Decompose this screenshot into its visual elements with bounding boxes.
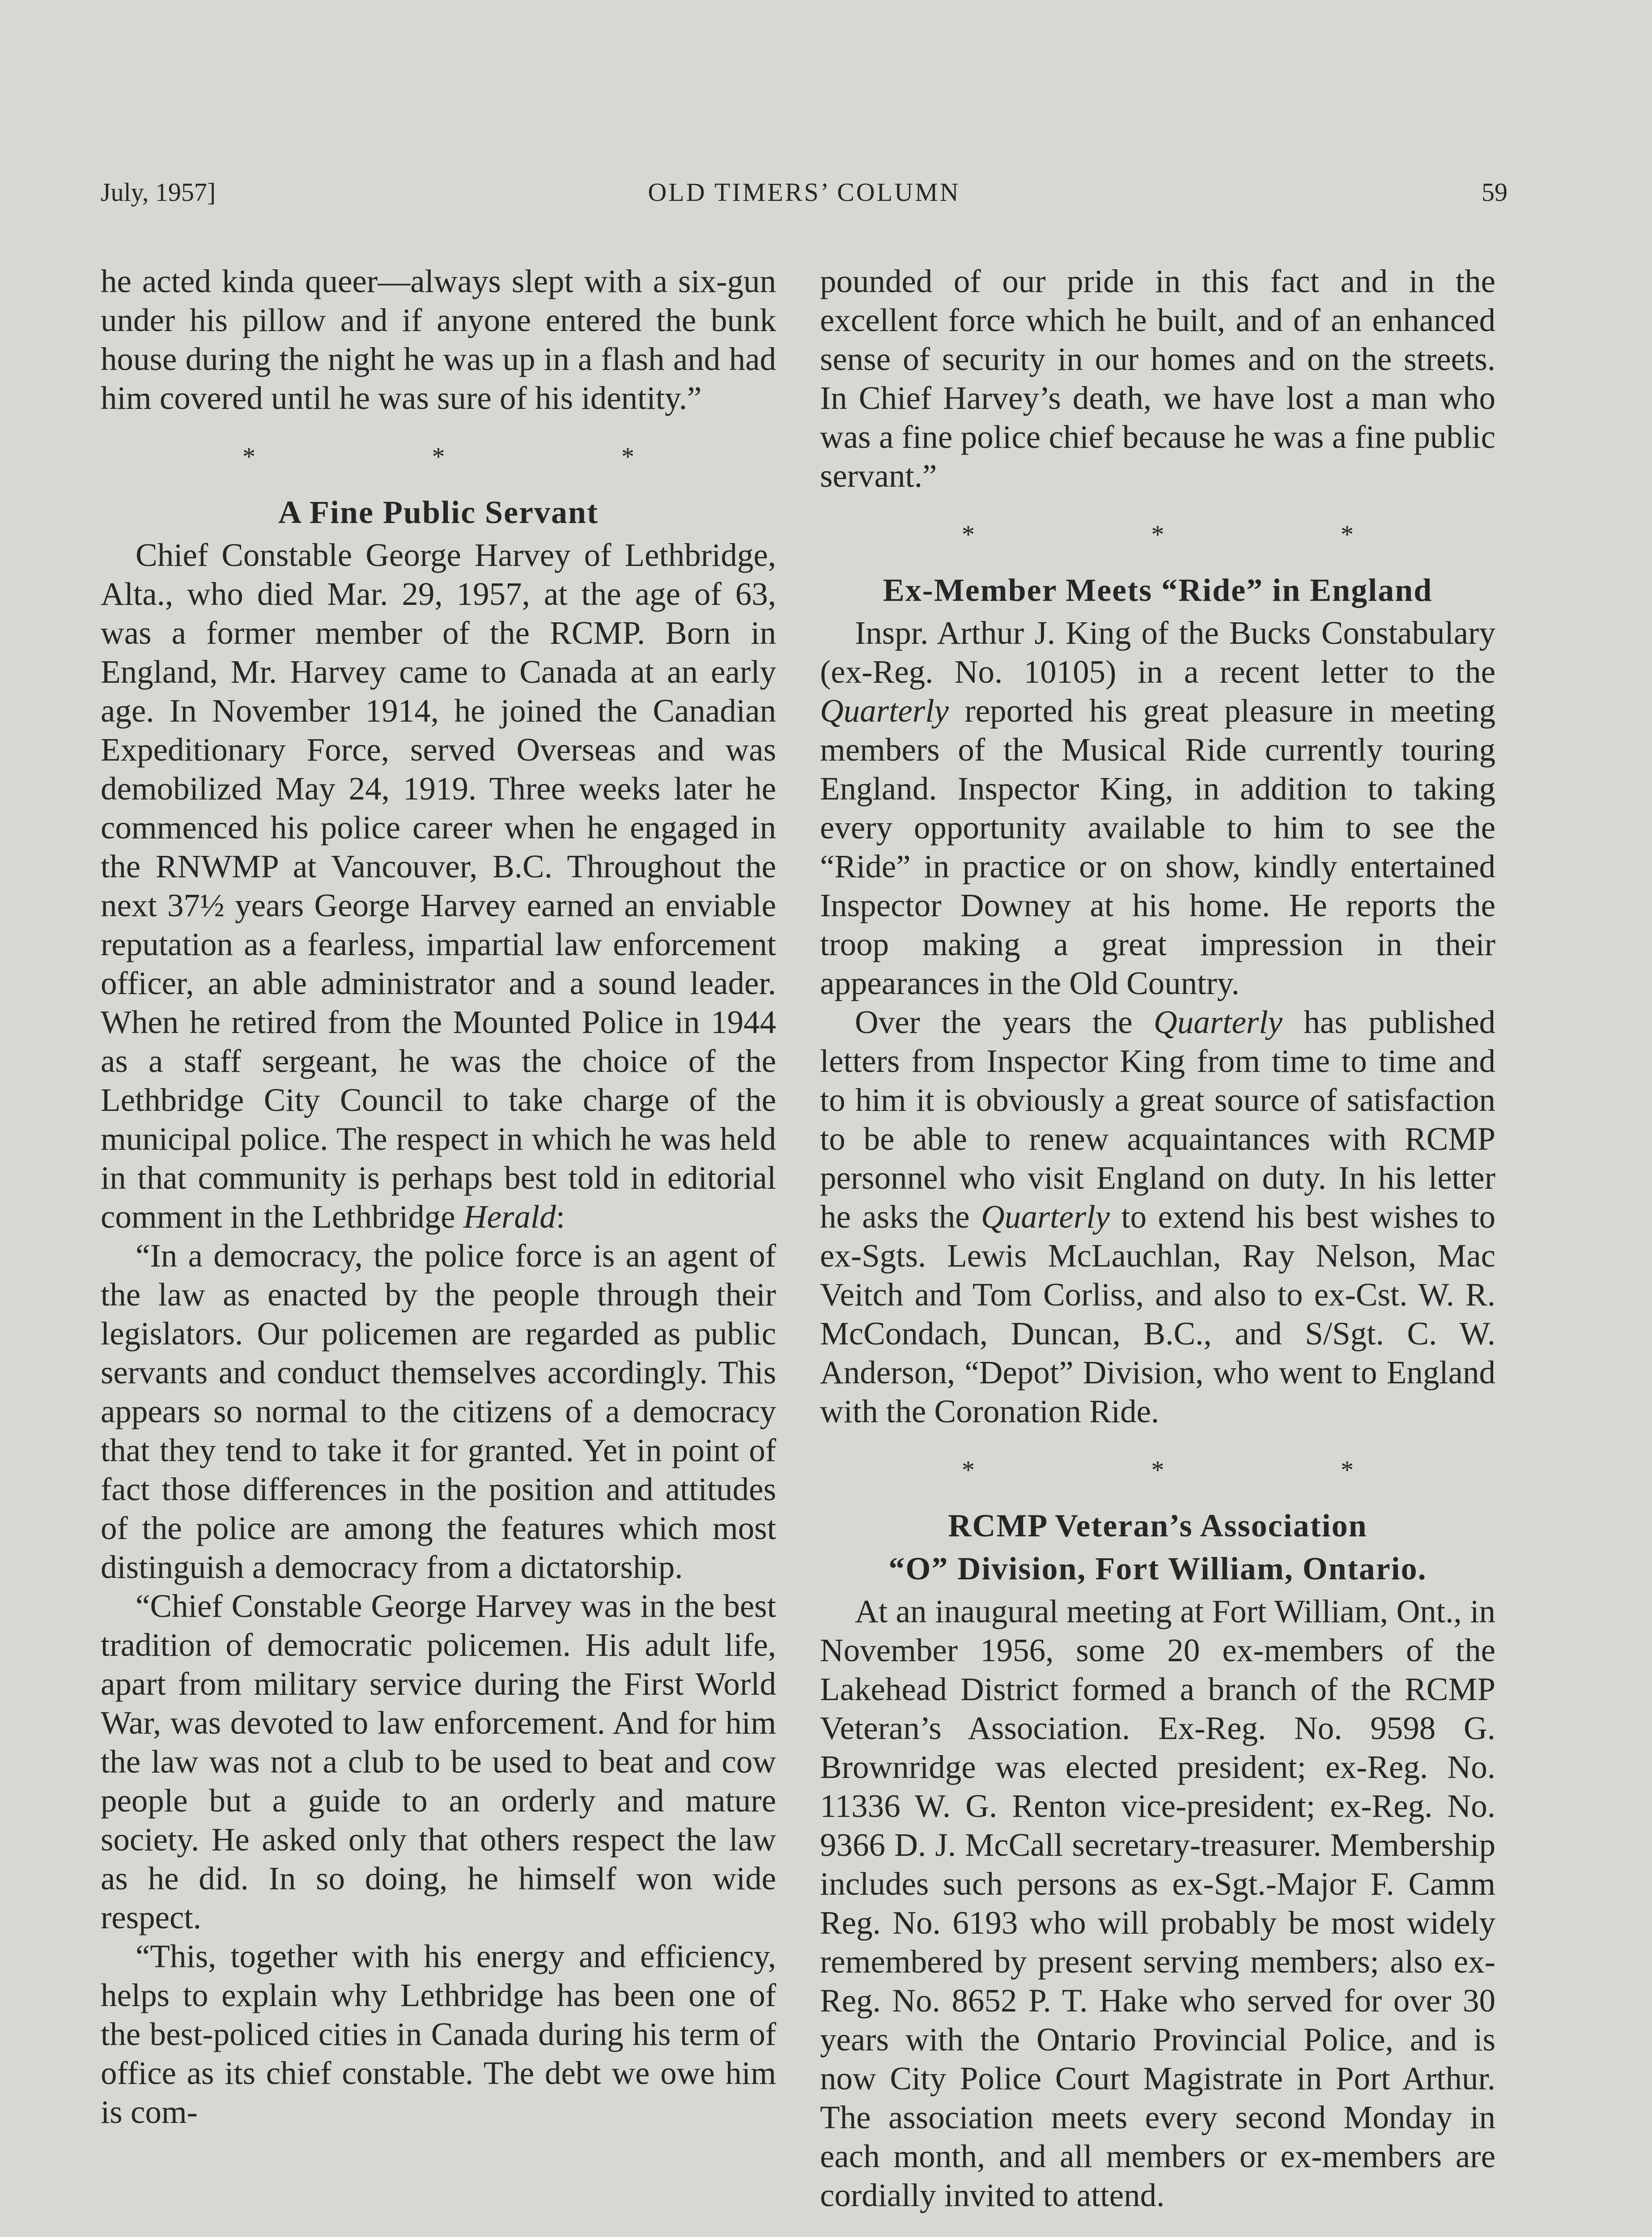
section-separator: * * * (242, 442, 719, 471)
issue-date: July, 1957] (101, 178, 216, 207)
section-separator: * * * (962, 1455, 1439, 1484)
king-greetings-text-start: Over the years the (855, 1004, 1133, 1040)
quarterly-title: Quarterly (1154, 1004, 1283, 1040)
intro-paragraph: he acted kinda queer—always slept with a six-gun under his pillow and if anyone entered the bunk house during the night he was up in a flash and had him covered until he was sure of his identity.” (101, 263, 776, 416)
herald-title: Herald (463, 1199, 556, 1235)
quarterly-title: Quarterly (820, 693, 949, 729)
harvey-biography-colon: : (556, 1199, 565, 1235)
article-subheading-o-division: “O” Division, Fort William, Ontario. (888, 1551, 1427, 1586)
editorial-quote-democracy: “In a democracy, the police force is an agent of the law as enacted by the people through their legislators. Our policemen are regarded as public servants and conduct themselves accordingly. This appears so normal to the citizens of a democracy that they tend to take it for granted. Yet in point of fact those differences in the position and attitudes of the police are among the features which most distinguish a democracy from a dictatorship. (101, 1238, 776, 1585)
editorial-quote-tradition: “Chief Constable George Harvey was in the best tradition of democratic policemen. His adult life, apart from military service during the First World War, was devoted to law enforcement. And for him the law was not a club to be used to beat and cow people but a guide to an orderly and mature society. He asked only that others respect the law as he did. In so doing, he himself won wide respect. (101, 1588, 776, 1935)
king-greetings-paragraph (820, 1003, 1495, 1431)
veterans-association-paragraph: At an inaugural meeting at Fort William, Ont., in November 1956, some 20 ex-members of the Lakehead District formed a branch of the RCMP Veteran’s Association. Ex-Reg. No. 9598 G. Brownridge was elected president; ex-Reg. No. 11336 W. G. Renton vice-president; ex-Reg. No. 9366 D. J. McCall secretary-treasurer. Membership includes such persons as ex-Sgt.-Major F. Camm Reg. No. 6193 who will probably be most widely remembered by present serving members; also ex-Reg. No. 8652 P. T. Hake who served for over 30 years with the Ontario Provincial Police, and is now City Police Court Magistrate in Port Arthur. The association meets every second Monday in each month, and all members or ex-members are cordially invited to attend. (820, 1593, 1495, 2213)
right-column (820, 262, 1495, 2215)
quarterly-title: Quarterly (981, 1199, 1110, 1235)
king-letter-text-start: Inspr. Arthur J. King of the Bucks Constabulary (ex-Reg. No. 10105) in a recent letter to the (820, 615, 1495, 690)
king-letter-paragraph (820, 613, 1495, 1003)
article-heading-fine-public-servant: A Fine Public Servant (278, 494, 599, 530)
editorial-continuation: pounded of our pride in this fact and in the excellent force which he built, and of an enhanced sense of security in our homes and on the streets. In Chief Harvey’s death, we have lost a man who was a fine police chief because he was a fine public servant.” (820, 263, 1495, 494)
section-separator: * * * (962, 520, 1439, 549)
editorial-quote-efficiency: “This, together with his energy and efficiency, helps to explain why Lethbridge has been one of the best-policed cities in Canada during his term of office as its chief constable. The debt we owe him is com- (101, 1938, 776, 2130)
king-greetings-text-end: to extend his best wishes to ex-Sgts. Lewis McLauchlan, Ray Nelson, Mac Veitch and Tom Corliss, and also to ex-Cst. W. R. McCondach, Duncan, B.C., and S/Sgt. C. W. Anderson, “Depot” Division, who went to England with the Coronation Ride. (820, 1199, 1495, 1429)
page-number: 59 (1482, 178, 1508, 207)
king-letter-text-end: reported his great pleasure in meeting members of the Musical Ride currently touring England. Inspector King, in addition to taking every opportunity available to him to see the “Ride” in practice or on show, kindly entertained Inspector Downey at his home. He reports the troop making a great impression in their appearances in the Old Country. (820, 693, 1496, 1001)
harvey-biography-paragraph (101, 536, 776, 1236)
column-title: OLD TIMERS’ COLUMN (648, 178, 960, 207)
king-greetings-text-mid: has published letters from Inspector King from time to time and to him it is obviously a great source of satisfaction to be able to renew acquaintances with RCMP personnel who visit England on duty. In his letter he asks the (820, 1004, 1496, 1235)
harvey-biography-text: Chief Constable George Harvey of Lethbridge, Alta., who died Mar. 29, 1957, at the age of 63, was a former member of the RCMP. Born in England, Mr. Harvey came to Canada at an early age. In November 1914, he joined the Canadian Expeditionary Force, served Overseas and was demobilized May 24, 1919. Three weeks later he commenced his police career when he engaged in the RNWMP at Vancouver, B.C. Throughout the next 37½ years George Harvey earned an enviable reputation as a fearless, impartial law enforcement officer, an able administrator and a sound leader. When he retired from the Mounted Police in 1944 as a staff sergeant, he was the choice of the Lethbridge City Council to take charge of the municipal police. The respect in which he was held in that community is perhaps best told in editorial comment in the Lethbridge (101, 537, 776, 1235)
left-column (101, 262, 776, 2131)
running-head (101, 168, 1508, 217)
article-heading-ex-member-meets-ride: Ex-Member Meets “Ride” in England (883, 572, 1433, 608)
article-heading-veterans-association: RCMP Veteran’s Association (948, 1508, 1367, 1544)
